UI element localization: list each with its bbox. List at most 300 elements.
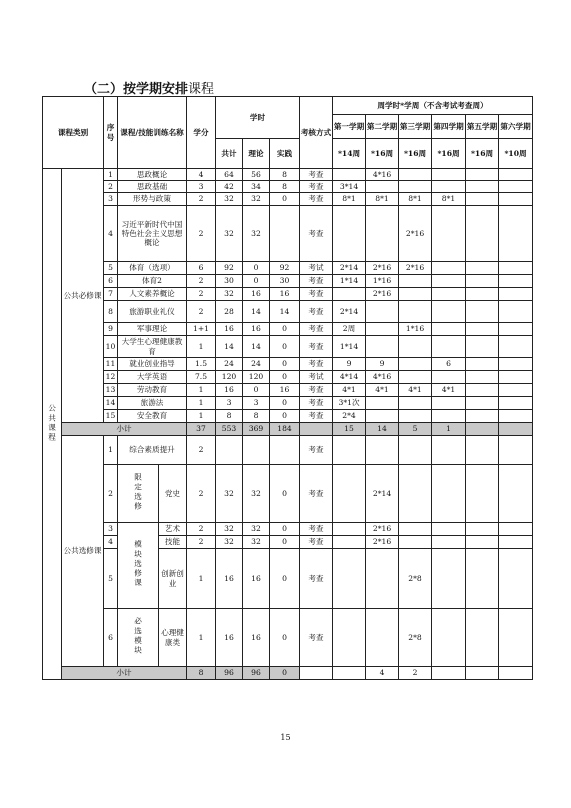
row-sem-3: 2*16 — [399, 206, 432, 262]
subtotal-theory: 369 — [243, 423, 270, 436]
row-credit: 6 — [187, 262, 216, 275]
header-category: 课程类别 — [43, 97, 104, 169]
row-sem-4 — [432, 410, 466, 423]
row-sem-5 — [466, 397, 499, 410]
row-total: 32 — [216, 465, 243, 523]
header-weeks-4: *16周 — [432, 139, 466, 169]
row-sem-3 — [399, 275, 432, 288]
row-credit: 2 — [187, 275, 216, 288]
row-exam: 考查 — [300, 384, 333, 397]
row-total: 32 — [216, 206, 243, 262]
row-credit: 1 — [187, 609, 216, 667]
row-sem-4 — [432, 206, 466, 262]
course-schedule-table — [42, 96, 533, 680]
row-total — [216, 436, 243, 465]
group-module — [118, 523, 159, 609]
table-row — [43, 465, 533, 523]
table-row — [43, 397, 533, 410]
row-total: 16 — [216, 549, 243, 609]
row-sem-1 — [333, 549, 366, 609]
row-practice: 0 — [270, 336, 300, 358]
row-practice: 16 — [270, 288, 300, 301]
row-credit: 3 — [187, 181, 216, 193]
row-theory: 32 — [243, 193, 270, 206]
header-theory: 理论 — [243, 139, 270, 169]
row-sem-6 — [499, 206, 533, 262]
row-practice: 0 — [270, 410, 300, 423]
row-sem-2: 4*16 — [366, 169, 399, 181]
row-sem-4: 6 — [432, 358, 466, 371]
row-exam: 考查 — [300, 436, 333, 465]
table-row — [43, 410, 533, 423]
table-row — [43, 323, 533, 336]
row-sem-1: 2*14 — [333, 301, 366, 323]
row-sem-4: 4*1 — [432, 384, 466, 397]
subtotal-exam — [300, 667, 333, 680]
category-public-label: 公共课程 — [47, 403, 57, 443]
row-sem-4 — [432, 523, 466, 536]
subtotal-row — [43, 667, 533, 680]
row-sem-6 — [499, 536, 533, 549]
row-sem-3 — [399, 301, 432, 323]
row-sem-5 — [466, 410, 499, 423]
header-seq: 序号 — [104, 97, 118, 169]
row-seq: 5 — [104, 549, 118, 609]
row-total: 28 — [216, 301, 243, 323]
row-sem-5 — [466, 371, 499, 384]
row-seq: 4 — [104, 206, 118, 262]
row-theory: 0 — [243, 384, 270, 397]
row-credit: 2 — [187, 288, 216, 301]
row-exam: 考查 — [300, 609, 333, 667]
row-sem-1 — [333, 536, 366, 549]
row-sem-4 — [432, 169, 466, 181]
subtotal-row — [43, 423, 533, 436]
header-weeks-6: *10周 — [499, 139, 533, 169]
table-row — [43, 206, 533, 262]
row-sem-1 — [333, 609, 366, 667]
header-weekly: 周学时*学周（不含考试考查周） — [333, 97, 533, 115]
row-total: 32 — [216, 288, 243, 301]
row-sem-1 — [333, 523, 366, 536]
row-seq: 7 — [104, 288, 118, 301]
row-sem-1: 2*14 — [333, 262, 366, 275]
row-exam: 考查 — [300, 465, 333, 523]
row-sem-4 — [432, 397, 466, 410]
row-sem-1 — [333, 288, 366, 301]
row-credit: 1 — [187, 549, 216, 609]
row-sem-2 — [366, 609, 399, 667]
row-sem-1: 4*1 — [333, 384, 366, 397]
group-limited-label: 限定选修 — [133, 473, 143, 512]
row-sem-1: 1*14 — [333, 336, 366, 358]
header-sem-5: 第五学期 — [466, 115, 499, 139]
row-exam: 考查 — [300, 323, 333, 336]
row-theory: 3 — [243, 397, 270, 410]
section-heading — [84, 78, 214, 97]
header-sem-3: 第三学期 — [399, 115, 432, 139]
row-sem-4 — [432, 323, 466, 336]
row-total: 120 — [216, 371, 243, 384]
row-sem-6 — [499, 323, 533, 336]
row-sem-4 — [432, 549, 466, 609]
table-row — [43, 336, 533, 358]
subtotal-sem-2: 4 — [366, 667, 399, 680]
row-sem-4 — [432, 301, 466, 323]
row-sem-2: 9 — [366, 358, 399, 371]
row-seq: 8 — [104, 301, 118, 323]
header-sem-6: 第六学期 — [499, 115, 533, 139]
row-sem-5 — [466, 523, 499, 536]
row-name: 就业创业指导 — [118, 358, 187, 371]
table-row — [43, 609, 533, 667]
row-name: 综合素质提升 — [118, 436, 187, 465]
header-weeks-5: *16周 — [466, 139, 499, 169]
row-exam: 考查 — [300, 181, 333, 193]
row-theory: 0 — [243, 262, 270, 275]
row-sem-3 — [399, 371, 432, 384]
header-credit: 学分 — [187, 97, 216, 169]
row-name: 习近平新时代中国特色社会主义思想概论 — [118, 206, 187, 262]
row-sem-1 — [333, 465, 366, 523]
row-name: 心理健康类 — [159, 609, 187, 667]
subtotal-practice: 0 — [270, 667, 300, 680]
table-row — [43, 436, 533, 465]
row-sem-6 — [499, 181, 533, 193]
row-sem-1: 4*14 — [333, 371, 366, 384]
header-total: 共计 — [216, 139, 243, 169]
row-exam: 考查 — [300, 358, 333, 371]
row-sem-2: 4*1 — [366, 384, 399, 397]
row-name: 党史 — [159, 465, 187, 523]
row-sem-3: 2*16 — [399, 262, 432, 275]
row-credit: 1+1 — [187, 323, 216, 336]
subtotal-sem-6 — [499, 423, 533, 436]
subtotal-sem-3: 5 — [399, 423, 432, 436]
row-credit: 2 — [187, 536, 216, 549]
row-total: 8 — [216, 410, 243, 423]
row-name: 大学英语 — [118, 371, 187, 384]
group-module-label: 模块选修课 — [133, 540, 143, 589]
row-sem-5 — [466, 206, 499, 262]
row-total: 24 — [216, 358, 243, 371]
row-sem-2: 1*16 — [366, 275, 399, 288]
row-practice: 92 — [270, 262, 300, 275]
row-sem-4 — [432, 536, 466, 549]
table-row — [43, 549, 533, 609]
row-sem-5 — [466, 358, 499, 371]
row-sem-6 — [499, 371, 533, 384]
row-name: 安全教育 — [118, 410, 187, 423]
row-total: 30 — [216, 275, 243, 288]
subtotal-label: 小计 — [62, 667, 187, 680]
row-practice: 0 — [270, 549, 300, 609]
subtotal-sem-1: 15 — [333, 423, 366, 436]
row-sem-2 — [366, 336, 399, 358]
row-sem-3 — [399, 288, 432, 301]
row-sem-4 — [432, 181, 466, 193]
subtotal-sem-4 — [432, 667, 466, 680]
row-theory: 14 — [243, 336, 270, 358]
heading-suffix: 课程 — [188, 82, 215, 97]
row-name: 思政基础 — [118, 181, 187, 193]
row-sem-1 — [333, 169, 366, 181]
row-credit: 1 — [187, 336, 216, 358]
row-exam: 考查 — [300, 301, 333, 323]
row-practice: 0 — [270, 397, 300, 410]
row-sem-6 — [499, 301, 533, 323]
subtotal-sem-5 — [466, 423, 499, 436]
row-sem-4 — [432, 262, 466, 275]
row-exam: 考查 — [300, 169, 333, 181]
row-seq: 2 — [104, 465, 118, 523]
row-credit: 2 — [187, 465, 216, 523]
row-sem-4 — [432, 275, 466, 288]
row-theory: 32 — [243, 206, 270, 262]
heading-prefix: （二）按学期安排 — [84, 82, 189, 97]
table-row — [43, 523, 533, 536]
subtotal-sem-1 — [333, 667, 366, 680]
row-sem-5 — [466, 193, 499, 206]
row-seq: 9 — [104, 323, 118, 336]
row-total: 64 — [216, 169, 243, 181]
row-seq: 4 — [104, 536, 118, 549]
row-sem-6 — [499, 358, 533, 371]
subtotal-practice: 184 — [270, 423, 300, 436]
row-sem-2 — [366, 301, 399, 323]
row-credit: 4 — [187, 169, 216, 181]
row-sem-1: 1*14 — [333, 275, 366, 288]
row-seq: 1 — [104, 169, 118, 181]
row-sem-3: 8*1 — [399, 193, 432, 206]
category-public — [43, 169, 62, 680]
row-sem-1 — [333, 206, 366, 262]
row-name: 劳动教育 — [118, 384, 187, 397]
row-practice: 0 — [270, 536, 300, 549]
row-name: 旅游职业礼仪 — [118, 301, 187, 323]
group-must-label: 必选模块 — [133, 617, 143, 656]
row-sem-1: 3*1次 — [333, 397, 366, 410]
row-seq: 10 — [104, 336, 118, 358]
row-exam: 考查 — [300, 336, 333, 358]
subtotal-sem-6 — [499, 667, 533, 680]
row-total: 92 — [216, 262, 243, 275]
row-seq: 1 — [104, 436, 118, 465]
category-elective: 公共选修课 — [62, 436, 104, 667]
row-name: 技能 — [159, 536, 187, 549]
row-seq: 6 — [104, 275, 118, 288]
row-sem-2 — [366, 181, 399, 193]
row-sem-2: 4*16 — [366, 371, 399, 384]
row-sem-2: 2*16 — [366, 536, 399, 549]
header-name: 课程/技能训练名称 — [118, 97, 187, 169]
row-seq: 6 — [104, 609, 118, 667]
row-seq: 3 — [104, 193, 118, 206]
table-row — [43, 371, 533, 384]
row-seq: 15 — [104, 410, 118, 423]
category-required: 公共必修课 — [62, 169, 104, 423]
table-row — [43, 193, 533, 206]
row-practice: 8 — [270, 169, 300, 181]
row-practice: 0 — [270, 323, 300, 336]
row-sem-2: 8*1 — [366, 193, 399, 206]
subtotal-sem-3: 2 — [399, 667, 432, 680]
row-credit: 2 — [187, 193, 216, 206]
header-sem-2: 第二学期 — [366, 115, 399, 139]
row-total: 16 — [216, 384, 243, 397]
row-name: 旅游法 — [118, 397, 187, 410]
row-sem-6 — [499, 523, 533, 536]
row-sem-1: 8*1 — [333, 193, 366, 206]
row-exam: 考查 — [300, 275, 333, 288]
subtotal-total: 96 — [216, 667, 243, 680]
row-sem-5 — [466, 384, 499, 397]
row-sem-6 — [499, 410, 533, 423]
row-theory — [243, 436, 270, 465]
row-exam: 考试 — [300, 262, 333, 275]
row-seq: 5 — [104, 262, 118, 275]
row-sem-5 — [466, 169, 499, 181]
row-credit: 2 — [187, 523, 216, 536]
row-sem-6 — [499, 262, 533, 275]
row-sem-4 — [432, 609, 466, 667]
row-exam: 考查 — [300, 523, 333, 536]
subtotal-sem-2: 14 — [366, 423, 399, 436]
row-credit: 1 — [187, 410, 216, 423]
row-name: 体育2 — [118, 275, 187, 288]
row-total: 32 — [216, 536, 243, 549]
group-limited — [118, 465, 159, 523]
row-exam: 考查 — [300, 536, 333, 549]
row-sem-3 — [399, 358, 432, 371]
row-sem-3: 2*8 — [399, 609, 432, 667]
row-practice: 14 — [270, 301, 300, 323]
row-theory: 32 — [243, 523, 270, 536]
header-row-1 — [43, 97, 533, 115]
row-theory: 0 — [243, 275, 270, 288]
row-seq: 2 — [104, 181, 118, 193]
row-sem-2 — [366, 549, 399, 609]
row-sem-3 — [399, 336, 432, 358]
subtotal-label: 小计 — [62, 423, 187, 436]
row-credit: 1 — [187, 397, 216, 410]
row-sem-6 — [499, 275, 533, 288]
row-sem-5 — [466, 181, 499, 193]
page-number: 15 — [280, 733, 291, 742]
row-theory: 120 — [243, 371, 270, 384]
row-exam: 考试 — [300, 371, 333, 384]
row-seq: 11 — [104, 358, 118, 371]
row-sem-2 — [366, 323, 399, 336]
row-name: 体育（选项） — [118, 262, 187, 275]
row-seq: 13 — [104, 384, 118, 397]
row-practice: 0 — [270, 465, 300, 523]
table-row — [43, 262, 533, 275]
row-exam: 考查 — [300, 397, 333, 410]
row-credit: 2 — [187, 206, 216, 262]
subtotal-sem-5 — [466, 667, 499, 680]
row-practice: 0 — [270, 193, 300, 206]
row-sem-6 — [499, 384, 533, 397]
row-sem-5 — [466, 301, 499, 323]
row-credit: 2 — [187, 301, 216, 323]
row-total: 42 — [216, 181, 243, 193]
subtotal-theory: 96 — [243, 667, 270, 680]
row-seq: 14 — [104, 397, 118, 410]
row-name: 思政概论 — [118, 169, 187, 181]
row-practice: 0 — [270, 523, 300, 536]
row-sem-5 — [466, 536, 499, 549]
row-sem-4: 8*1 — [432, 193, 466, 206]
row-sem-3: 4*1 — [399, 384, 432, 397]
row-sem-5 — [466, 609, 499, 667]
row-theory: 32 — [243, 465, 270, 523]
row-theory: 56 — [243, 169, 270, 181]
row-theory: 16 — [243, 549, 270, 609]
row-theory: 32 — [243, 536, 270, 549]
header-exam: 考核方式 — [300, 97, 333, 169]
row-sem-1: 2周 — [333, 323, 366, 336]
row-sem-6 — [499, 549, 533, 609]
table-row — [43, 288, 533, 301]
group-must — [118, 609, 159, 667]
table-row — [43, 536, 533, 549]
row-total: 32 — [216, 193, 243, 206]
row-credit: 1 — [187, 384, 216, 397]
header-weeks-1: *14周 — [333, 139, 366, 169]
row-sem-3 — [399, 169, 432, 181]
row-sem-2: 2*14 — [366, 465, 399, 523]
row-total: 16 — [216, 323, 243, 336]
header-sem-4: 第四学期 — [432, 115, 466, 139]
row-theory: 16 — [243, 323, 270, 336]
row-sem-4 — [432, 336, 466, 358]
row-sem-5 — [466, 549, 499, 609]
row-name: 创新创业 — [159, 549, 187, 609]
row-practice — [270, 206, 300, 262]
table-row — [43, 169, 533, 181]
row-sem-3: 2*8 — [399, 549, 432, 609]
row-theory: 16 — [243, 609, 270, 667]
row-sem-2 — [366, 397, 399, 410]
row-sem-3: 1*16 — [399, 323, 432, 336]
subtotal-credit: 37 — [187, 423, 216, 436]
row-name: 艺术 — [159, 523, 187, 536]
row-sem-3 — [399, 465, 432, 523]
table-row — [43, 275, 533, 288]
subtotal-credit: 8 — [187, 667, 216, 680]
row-name: 人文素养概论 — [118, 288, 187, 301]
row-seq: 3 — [104, 523, 118, 536]
table-row — [43, 358, 533, 371]
row-name: 军事理论 — [118, 323, 187, 336]
row-sem-4 — [432, 288, 466, 301]
row-credit: 7.5 — [187, 371, 216, 384]
row-sem-2: 2*16 — [366, 523, 399, 536]
row-practice: 0 — [270, 358, 300, 371]
row-total: 14 — [216, 336, 243, 358]
subtotal-sem-4: 1 — [432, 423, 466, 436]
row-sem-5 — [466, 262, 499, 275]
row-name: 形势与政策 — [118, 193, 187, 206]
row-sem-6 — [499, 193, 533, 206]
table-row — [43, 301, 533, 323]
row-theory: 8 — [243, 410, 270, 423]
row-sem-3 — [399, 397, 432, 410]
row-sem-5 — [466, 465, 499, 523]
row-exam: 考查 — [300, 549, 333, 609]
row-practice: 0 — [270, 371, 300, 384]
